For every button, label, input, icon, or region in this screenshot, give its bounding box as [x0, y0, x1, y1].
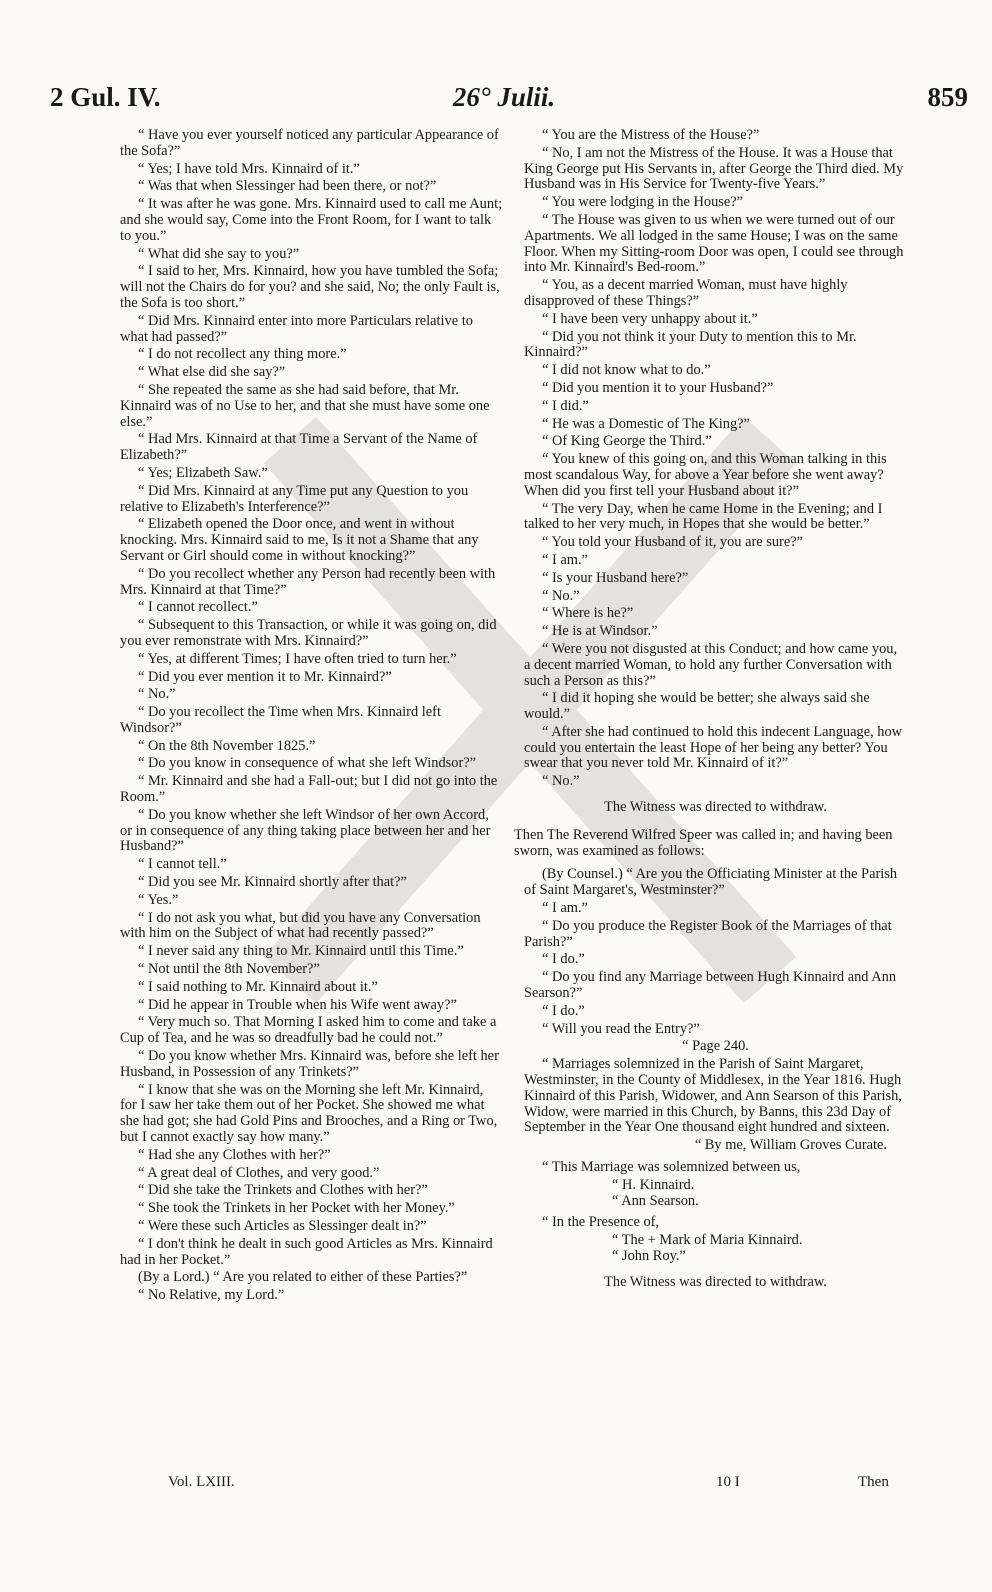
testimony-paragraph: “ Yes; I have told Mrs. Kinnaird of it.” — [138, 160, 360, 177]
testimony-paragraph: “ Elizabeth opened the Door once, and went in without knocking. Mrs. Kinnaird said to me, Is it not a Shame that any Servant or Girl should come in without knocking?” — [120, 516, 479, 564]
testimony-paragraph: “ I am.” — [542, 900, 588, 917]
testimony-paragraph: “ Did you mention it to your Husband?” — [542, 379, 774, 396]
testimony-paragraph: “ Have you ever yourself noticed any particular Appearance of the Sofa?” — [120, 127, 499, 159]
testimony-paragraph: “ Was that when Slessinger had been there, or not?” — [138, 178, 437, 195]
testimony-paragraph: “ I cannot tell.” — [138, 856, 227, 873]
testimony-paragraph: “ I did not know what to do.” — [542, 362, 711, 379]
testimony-paragraph: “ I said to her, Mrs. Kinnaird, how you have tumbled the Sofa; will not the Chairs do for you? and she said, No; the only Fault is, the Sofa is too short.” — [120, 263, 500, 311]
testimony-paragraph: “ Do you know in consequence of what she left Windsor?” — [138, 755, 477, 772]
solemnized-line: “ This Marriage was solemnized between us, — [542, 1159, 801, 1176]
testimony-paragraph: “ Very much so. That Morning I asked him to come and take a Cup of Tea, and he was so dreadfully bad he could not.” — [120, 1014, 497, 1047]
testimony-paragraph: “ Yes, at different Times; I have often tried to turn her.” — [138, 650, 457, 667]
counsel-exchanges — [524, 867, 907, 1037]
testimony-paragraph: “ I have been very unhappy about it.” — [542, 310, 758, 327]
signature-mark: 10 I — [716, 1474, 740, 1490]
regnal-year: 2 Gul. IV. — [50, 82, 161, 112]
testimony-paragraph: “ Where is he?” — [542, 605, 634, 622]
testimony-paragraph: “ Were you not disgusted at this Conduct; and how came you, a decent married Woman, to hold any further Conversation with such a Person as this?” — [524, 640, 898, 689]
page-number: 859 — [927, 82, 968, 112]
withdraw-note: The Witness was directed to withdraw. — [604, 1273, 827, 1290]
testimony-paragraph: “ Yes.” — [138, 891, 179, 908]
testimony-paragraph: “ I never said any thing to Mr. Kinnaird until this Time.” — [138, 943, 464, 960]
testimony-paragraph: “ Do you find any Marriage between Hugh Kinnaird and Ann Searson?” — [524, 969, 897, 1002]
witness-signature: “ John Roy.” — [612, 1248, 686, 1264]
testimony-paragraph: “ Did you ever mention it to Mr. Kinnaird?” — [138, 668, 392, 685]
testimony-paragraph: “ He is at Windsor.” — [542, 623, 658, 640]
testimony-paragraph: “ No, I am not the Mistress of the House. It was a House that King George put His Servants in, after George the Third died. My Husband was in His Service for Twenty-five Years.” — [524, 144, 904, 193]
testimony-paragraph: “ Is your Husband here?” — [542, 569, 689, 586]
testimony-paragraph: “ You were lodging in the House?” — [542, 194, 744, 211]
testimony-paragraph: “ Did Mrs. Kinnaird enter into more Particulars relative to what had passed?” — [120, 312, 473, 345]
left-column — [120, 128, 503, 1306]
testimony-paragraph: “ I know that she was on the Morning she left Mr. Kinnaird, for I saw her take them out of her Pocket. She showed me what she had got; she had Gold Pins and Brooches, and a Ring or Two, but I cannot exactly say how many.” — [120, 1081, 498, 1146]
page-reference: “ Page 240. — [682, 1038, 749, 1055]
session-date: 26° Julii. — [452, 82, 556, 112]
testimony-paragraph: “ He was a Domestic of The King?” — [542, 415, 750, 432]
testimony-paragraph: “ Had she any Clothes with her?” — [138, 1146, 331, 1163]
testimony-paragraph: “ You knew of this going on, and this Woman talking in this most scandalous Way, for above a Year before she went away? When did you first tell your Husband about it?” — [524, 451, 887, 499]
testimony-paragraph: “ Did he appear in Trouble when his Wife went away?” — [138, 996, 457, 1013]
presence-line: “ In the Presence of, — [542, 1214, 660, 1231]
withdraw-note: The Witness was directed to withdraw. — [604, 799, 827, 816]
testimony-paragraph: “ No.” — [542, 773, 580, 790]
testimony-paragraph: “ I cannot recollect.” — [138, 599, 258, 616]
testimony-paragraph: “ No Relative, my Lord.” — [138, 1287, 285, 1304]
testimony-paragraph: “ I am.” — [542, 551, 588, 568]
testimony-paragraph: “ I do not recollect any thing more.” — [138, 346, 347, 363]
testimony-paragraph: “ I did it hoping she would be better; she always said she would.” — [524, 690, 870, 723]
testimony-paragraph: “ You told your Husband of it, you are sure?” — [542, 534, 803, 551]
volume-label: Vol. LXIII. — [168, 1474, 235, 1490]
curate-signature: “ By me, William Groves Curate. — [694, 1137, 887, 1154]
testimony-paragraph: “ Do you know whether Mrs. Kinnaird was, before she left her Husband, in Possession of any Trinkets?” — [120, 1048, 499, 1080]
testimony-paragraph: “ You are the Mistress of the House?” — [542, 127, 760, 143]
testimony-paragraph: “ What did she say to you?” — [138, 245, 300, 262]
testimony-paragraph: “ Did you see Mr. Kinnaird shortly after that?” — [138, 874, 407, 891]
testimony-paragraph: “ No.” — [542, 587, 580, 604]
testimony-paragraph: (By Counsel.) “ Are you the Officiating Minister at the Parish of Saint Margaret's, Westminster?” — [524, 866, 898, 899]
testimony-paragraph: “ No.” — [138, 686, 176, 703]
testimony-paragraph: “ You, as a decent married Woman, must have highly disapproved of these Things?” — [524, 277, 848, 309]
testimony-paragraph: “ Mr. Kinnaird and she had a Fall-out; but I did not go into the Room.” — [120, 773, 498, 806]
testimony-paragraph: “ I do.” — [542, 951, 585, 968]
testimony-paragraph: “ Were these such Articles as Slessinger dealt in?” — [138, 1218, 427, 1234]
testimony-paragraph: (By a Lord.) “ Are you related to either of these Parties?” — [138, 1269, 468, 1286]
witness-signature: “ The + Mark of Maria Kinnaird. — [612, 1232, 803, 1249]
testimony-paragraph: “ She repeated the same as she had said before, that Mr. Kinnaird was of no Use to her, and that she must have some one else.” — [120, 381, 490, 430]
testimony-paragraph: “ After she had continued to hold this indecent Language, how could you entertain the least Hope of her being any better? You swear that you never told Mr. Kinnaird of it?” — [524, 723, 903, 772]
testimony-paragraph: “ The very Day, when he came Home in the Evening; and I talked to her very much, in Hopes that she would be better.” — [524, 500, 883, 533]
testimony-paragraph: “ I said nothing to Mr. Kinnaird about it.” — [138, 978, 378, 995]
testimony-paragraph: “ Do you recollect the Time when Mrs. Kinnaird left Windsor?” — [120, 704, 441, 736]
testimony-paragraph: “ The House was given to us when we were turned out of our Apartments. We all lodged in the same House; I was on the same Floor. When my Sitting-room Door was open, I could see through into Mr. Kinnaird's Bed-room.” — [524, 211, 904, 276]
testimony-paragraph: “ Do you produce the Register Book of the Marriages of that Parish?” — [524, 917, 892, 950]
witness-intro: Then The Reverend Wilfred Speer was called in; and having been sworn, was examined as follows: — [514, 826, 893, 859]
testimony-paragraph: “ I don't think he dealt in such good Articles as Mrs. Kinnaird had in her Pocket.” — [120, 1235, 493, 1268]
party-signature: “ Ann Searson. — [612, 1192, 699, 1209]
testimony-paragraph: “ It was after he was gone. Mrs. Kinnaird used to call me Aunt; and she would say, Come into the Front Room, for I want to talk to you.” — [120, 196, 503, 244]
testimony-paragraph: “ Not until the 8th November?” — [138, 961, 320, 978]
testimony-paragraph: “ What else did she say?” — [138, 364, 286, 381]
testimony-paragraph: “ Do you recollect whether any Person had recently been with Mrs. Kinnaird at that Time?” — [120, 565, 496, 598]
testimony-exchanges — [524, 128, 907, 790]
testimony-paragraph: “ Had Mrs. Kinnaird at that Time a Servant of the Name of Elizabeth?” — [120, 431, 478, 464]
testimony-paragraph: “ I do.” — [542, 1002, 585, 1019]
testimony-paragraph: “ Did she take the Trinkets and Clothes with her?” — [138, 1182, 428, 1199]
catchword: Then — [858, 1474, 889, 1490]
testimony-paragraph: “ Subsequent to this Transaction, or while it was going on, did you ever remonstrate with Mrs. Kinnaird?” — [120, 617, 497, 649]
testimony-paragraph: “ Of King George the Third.” — [542, 433, 712, 450]
testimony-paragraph: “ Did Mrs. Kinnaird at any Time put any Question to you relative to Elizabeth's Interference?” — [120, 482, 469, 515]
testimony-paragraph: “ I did.” — [542, 397, 589, 414]
party-signature: “ H. Kinnaird. — [612, 1176, 695, 1193]
testimony-paragraph: “ On the 8th November 1825.” — [138, 737, 316, 754]
testimony-paragraph: “ Did you not think it your Duty to mention this to Mr. Kinnaird?” — [524, 328, 857, 361]
testimony-paragraph: “ Do you know whether she left Windsor of her own Accord, or in consequence of any thing taking place between her and her Husband?” — [120, 806, 491, 855]
right-column — [514, 127, 907, 1303]
testimony-paragraph: “ Will you read the Entry?” — [542, 1020, 700, 1037]
testimony-paragraph: “ A great deal of Clothes, and very good.” — [138, 1164, 380, 1181]
testimony-paragraph: “ Yes; Elizabeth Saw.” — [138, 464, 268, 481]
testimony-paragraph: “ I do not ask you what, but did you have any Conversation with him on the Subject of what had recently passed?” — [120, 909, 481, 942]
register-entry: “ Marriages solemnized in the Parish of Saint Margaret, Westminster, in the County of Middlesex, in the Year 1816. Hugh Kinnaird of this Parish, Widower, and Ann Searson of this Parish, Widow, were married in this Church, by Banns, this 23d Day of September in the Year One thousand eight hundred and sixteen. — [524, 1056, 902, 1136]
page-header — [40, 82, 968, 122]
testimony-paragraph: “ She took the Trinkets in her Pocket with her Money.” — [138, 1200, 455, 1217]
